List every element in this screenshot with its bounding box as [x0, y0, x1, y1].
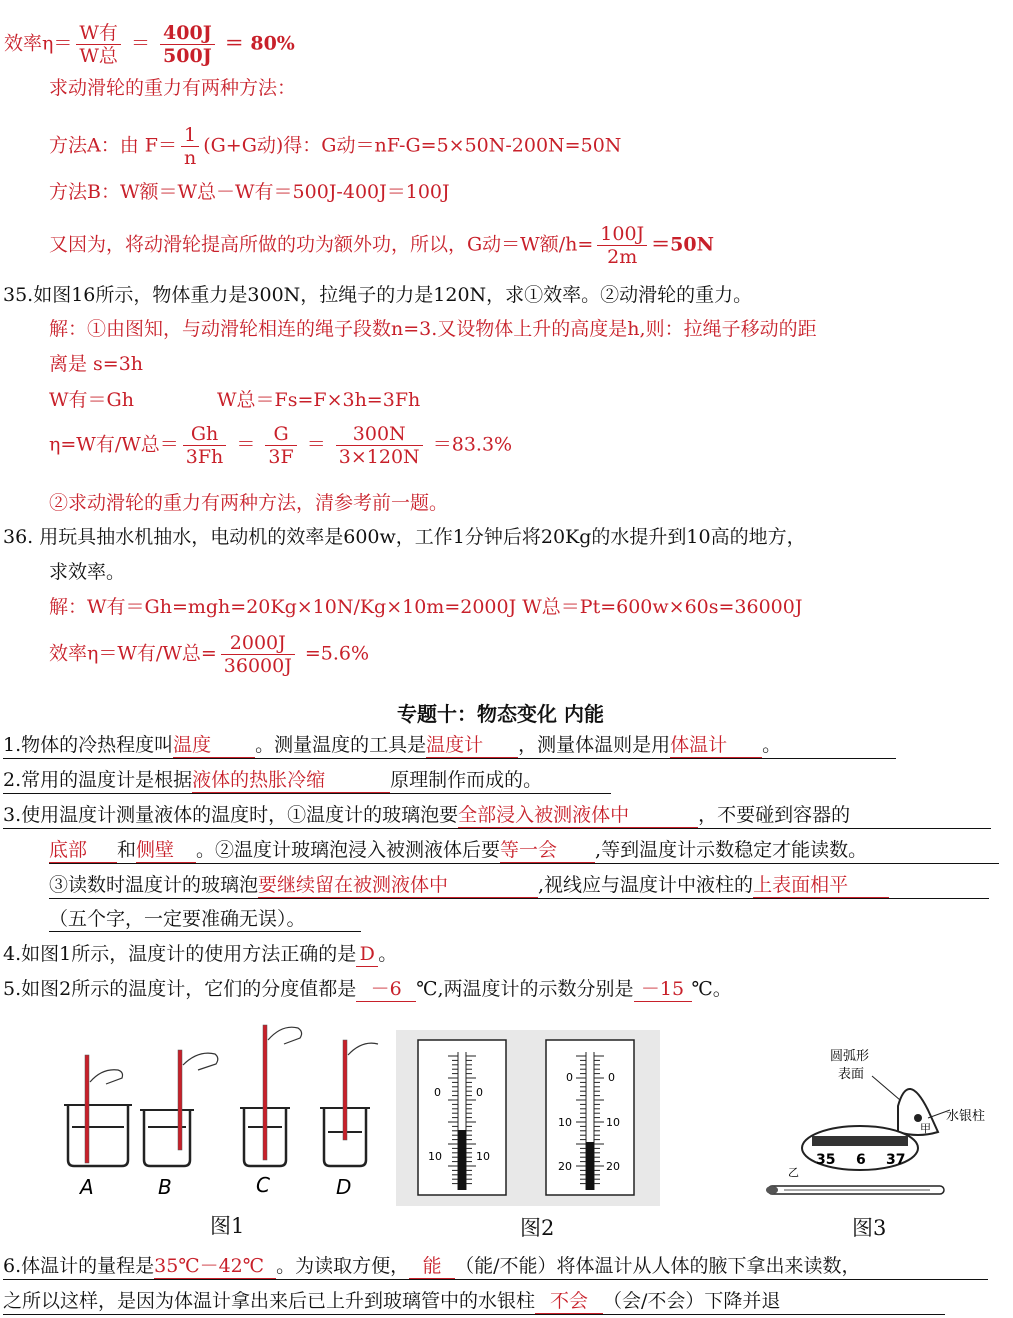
method-a-prefix: 方法A：由 F＝	[49, 134, 177, 157]
section-title: 专题十：物态变化 内能	[397, 702, 604, 726]
tick-label: 20	[558, 1160, 572, 1173]
answer-blank: 侧壁	[136, 838, 196, 863]
item-3-line1	[3, 803, 991, 829]
answer-blank: 等一会	[500, 838, 595, 863]
method-b: 方法B：W额＝W总－W有＝500J-400J＝100J	[49, 181, 450, 203]
text: ,等到温度计示数稳定才能读数。	[595, 839, 868, 861]
item-4	[3, 942, 397, 967]
label-b: B	[158, 1175, 172, 1199]
answer-blank: 要继续留在被测液体中	[258, 873, 538, 898]
text: ③读数时温度计的玻璃泡	[49, 874, 259, 896]
figure-3-clinical-thermometer	[760, 1040, 986, 1205]
surface-label-2: 表面	[838, 1067, 865, 1082]
text: 。为读取方便，	[276, 1255, 410, 1277]
frac-den: W总	[79, 45, 118, 67]
again-result: ＝50N	[651, 233, 714, 256]
text: 。	[378, 943, 398, 965]
frac-num: 2000J	[221, 632, 295, 655]
q36-question2: 求效率。	[49, 561, 126, 583]
text: 。测量温度的工具是	[255, 734, 427, 756]
scale-6: 6	[856, 1152, 866, 1168]
frac-den: 3Fh	[185, 446, 224, 468]
q36-eff	[49, 632, 369, 677]
q35-question: 35.如图16所示，物体重力是300N，拉绳子的力是120N，求①效率。②动滑轮的重力。	[3, 284, 753, 306]
tick-label: 10	[428, 1150, 442, 1163]
answer-blank: 不会	[535, 1289, 603, 1314]
side-label: 乙	[788, 1166, 799, 1179]
frac-num: 400J	[160, 22, 215, 45]
tick-label: 10	[476, 1150, 490, 1163]
item-3-line3	[49, 873, 989, 899]
text: 1.物体的冷热程度叫	[3, 734, 174, 756]
frac-num: Gh	[183, 423, 227, 446]
item-6-line1	[3, 1254, 988, 1280]
text: 3.使用温度计测量液体的温度时，①温度计的玻璃泡要	[3, 804, 459, 826]
tick-label: 10	[606, 1116, 620, 1129]
tick-label: 0	[566, 1071, 573, 1084]
answer-blank: 上表面相平	[753, 873, 889, 898]
figure-3-caption: 图3	[852, 1216, 887, 1240]
figure-1-thermometers	[40, 1010, 380, 1200]
thermometer-left	[418, 1040, 506, 1195]
item-1	[3, 733, 896, 759]
q35-wyou: W有＝Gh	[49, 389, 134, 411]
method-intro: 求动滑轮的重力有两种方法：	[49, 77, 297, 99]
q36-sol1: 解：W有＝Gh=mgh=20Kg×10N/Kg×10m=2000J W总＝Pt=600w×60s=36000J	[49, 596, 803, 618]
label-a: A	[80, 1175, 94, 1199]
eta-prefix: η=W有/W总＝	[49, 433, 179, 456]
equals: ＝	[236, 433, 256, 456]
item-3-line2	[49, 838, 999, 864]
text: 6.体温计的量程是	[3, 1255, 155, 1277]
answer-blank: 温度	[173, 733, 255, 758]
figure-1-caption: 图1	[210, 1214, 245, 1238]
frac-den: 2m	[607, 246, 638, 268]
text: 。	[762, 734, 782, 756]
text: 之所以这样，是因为体温计拿出来后已上升到玻璃管中的水银柱	[3, 1290, 536, 1312]
frac-den: 3F	[268, 446, 294, 468]
answer-blank: 底部	[49, 838, 117, 863]
tick-label: 0	[608, 1071, 615, 1084]
answer-blank: 温度计	[426, 733, 518, 758]
text: 4.如图1所示，温度计的使用方法正确的是	[3, 943, 357, 965]
method-a-rest: (G+G动)得：G动＝nF-G=5×50N-200N=50N	[203, 134, 622, 157]
q35-part2: ②求动滑轮的重力有两种方法，清参考前一题。	[49, 492, 449, 514]
text: （能/不能）将体温计从人体的腋下拿出来读数，	[455, 1255, 861, 1277]
text: 。②温度计玻璃泡浸入被测液体后要	[196, 839, 501, 861]
answer-blank: D	[356, 942, 378, 967]
frac-den: 3×120N	[338, 446, 420, 468]
q35-eta	[49, 423, 512, 468]
answer-blank: －6	[356, 977, 416, 1002]
beaker-a	[64, 1055, 132, 1166]
beaker-b	[140, 1050, 218, 1166]
item-6-line2	[3, 1289, 945, 1315]
eff-label: 效率η＝	[4, 32, 73, 55]
again-prefix: 又因为，将动滑轮提高所做的功为额外功，所以，G动＝W额/h=	[49, 233, 594, 256]
text: （会/不会）下降并退	[603, 1290, 781, 1312]
item-5	[3, 977, 732, 1002]
figure-2-caption: 图2	[520, 1216, 555, 1240]
eff-result: =5.6%	[304, 642, 370, 665]
tick-label: 10	[558, 1116, 572, 1129]
figure-2-thermometers	[396, 1030, 660, 1206]
mid-label: 甲	[920, 1122, 931, 1135]
answer-blank: －15	[634, 977, 692, 1002]
beaker-d	[320, 1040, 378, 1166]
eta-result: ＝83.3%	[432, 433, 513, 456]
result: ＝ 80%	[224, 32, 295, 55]
frac-den: n	[183, 147, 197, 169]
text: 原理制作而成的。	[390, 769, 543, 791]
text: ，不要碰到容器的	[698, 804, 851, 826]
text: ℃。	[691, 978, 732, 1000]
scale-37: 37	[886, 1152, 906, 1168]
answer-blank: 35℃－42℃	[154, 1254, 276, 1279]
q35-sol1: 解：①由图知，与动滑轮相连的绳子段数n=3.又设物体上升的高度是h,则：拉绳子移动的距	[49, 318, 817, 340]
tick-label: 20	[606, 1160, 620, 1173]
label-d: D	[336, 1175, 352, 1199]
answer-blank: 能	[409, 1254, 455, 1279]
eff-prefix: 效率η＝W有/W总=	[49, 642, 217, 665]
text: ，测量体温则是用	[518, 734, 671, 756]
mercury-label: 水银柱	[946, 1109, 986, 1124]
frac-den: 500J	[163, 45, 212, 67]
text: 5.如图2所示的温度计，它们的分度值都是	[3, 978, 357, 1000]
thermometer-right	[546, 1040, 634, 1195]
text: 2.常用的温度计是根据	[3, 769, 193, 791]
answer-blank: 体温计	[670, 733, 762, 758]
efficiency-formula-line	[4, 22, 295, 67]
equals: ＝	[306, 433, 326, 456]
item-3-line4: （五个字，一定要准确无误）。	[49, 907, 361, 932]
q36-question1: 36. 用玩具抽水机抽水，电动机的效率是600w，工作1分钟后将20Kg的水提升到10高的地方，	[3, 526, 806, 548]
label-c: C	[256, 1173, 270, 1197]
frac-num: W有	[76, 22, 121, 45]
method-a	[49, 124, 621, 169]
frac-num: 100J	[597, 223, 647, 246]
q35-sol2: 离是 s=3h	[49, 353, 144, 375]
beaker-c	[240, 1025, 302, 1166]
frac-num: 1	[181, 124, 199, 147]
answer-blank: 液体的热胀冷缩	[192, 768, 390, 793]
frac-den: 36000J	[223, 655, 292, 677]
text: ℃,两温度计的示数分别是	[416, 978, 634, 1000]
q35-wzong: W总＝Fs=F×3h=3Fh	[217, 389, 421, 411]
equals: ＝	[130, 32, 150, 55]
frac-num: 300N	[336, 423, 423, 446]
tick-label: 0	[476, 1086, 483, 1099]
item-2	[3, 768, 611, 794]
answer-blank: 全部浸入被测液体中	[458, 803, 698, 828]
text: 和	[117, 839, 137, 861]
surface-label-1: 圆弧形	[830, 1049, 870, 1064]
again-line	[49, 223, 714, 268]
frac-num: G	[265, 423, 296, 446]
text: ,视线应与温度计中液柱的	[538, 874, 754, 896]
tick-label: 0	[434, 1086, 441, 1099]
scale-35: 35	[816, 1152, 836, 1168]
